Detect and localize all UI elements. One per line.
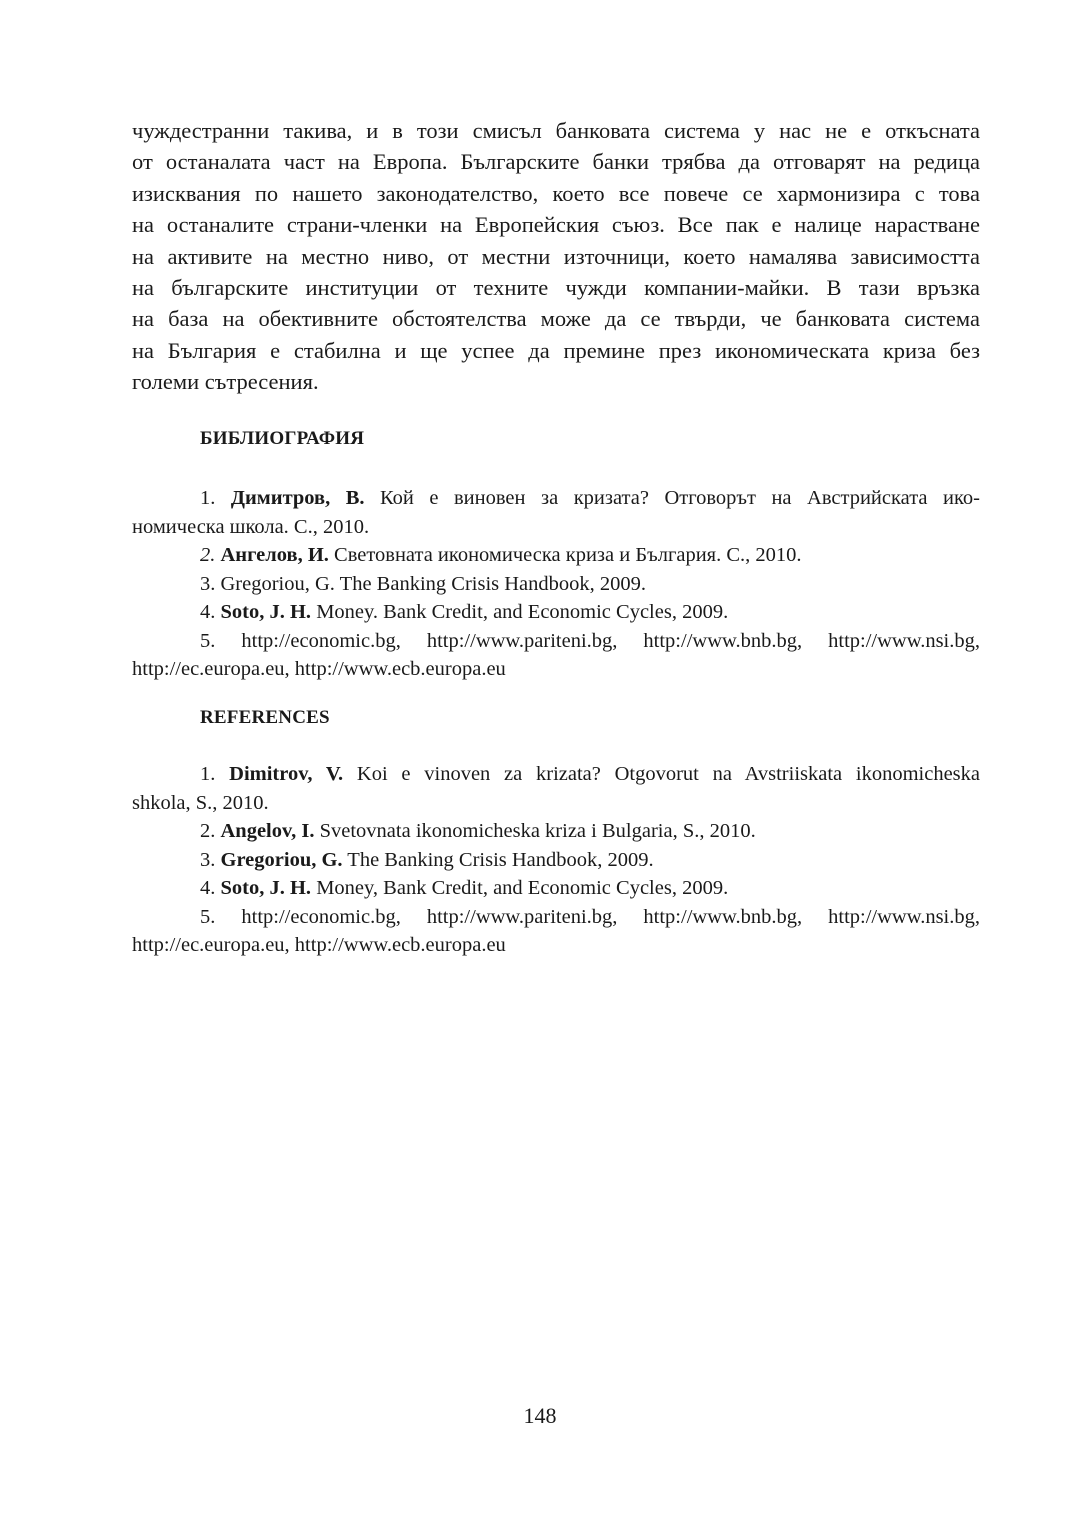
bibliography-entry-4 xyxy=(132,598,980,627)
references-heading: REFERENCES xyxy=(200,707,330,728)
entry-continuation: номическа школа. С., 2010. xyxy=(132,515,370,538)
bibliography-entry-5 xyxy=(132,627,980,684)
entry-number: 4. xyxy=(200,877,216,899)
entry-text: Кой е виновен за кризата? Отговорът на Австрийската ико- xyxy=(364,487,980,509)
entry-line xyxy=(132,598,980,627)
bibliography-entry-1 xyxy=(132,484,980,541)
entry-number: 5. xyxy=(200,905,216,928)
paragraph-line: големи сътресения. xyxy=(132,369,319,395)
entry-number: 5. xyxy=(200,629,216,652)
entry-text: Money, Bank Credit, and Economic Cycles, 2009. xyxy=(311,877,729,899)
entry-author: Ангелов, И. xyxy=(220,544,329,566)
entry-line xyxy=(132,760,980,789)
paragraph-line: чуждестранни такива, и в този смисъл банковата система у нас не е откъсната xyxy=(132,118,980,143)
entry-line xyxy=(132,903,980,932)
reference-entry-2 xyxy=(132,817,980,846)
bibliography-heading: БИБЛИОГРАФИЯ xyxy=(200,428,365,449)
paragraph-line: на българските институции от техните чужди компании-майки. В тази връзка xyxy=(132,275,980,301)
reference-entry-4 xyxy=(132,874,980,903)
entry-text: The Banking Crisis Handbook, 2009. xyxy=(342,848,654,871)
entry-author: Gregoriou, G. xyxy=(220,848,343,871)
entry-line xyxy=(132,817,980,846)
reference-entry-1 xyxy=(132,760,980,817)
entry-text: http://economic.bg, http://www.pariteni.bg, http://www.bnb.bg, http://www.nsi.bg, xyxy=(215,629,980,652)
entry-text: Световната икономическа криза и България. С., 2010. xyxy=(328,544,802,566)
entry-author: Angelov, I. xyxy=(220,820,315,842)
entry-number: 2. xyxy=(200,820,216,842)
entry-author: Soto, J. H. xyxy=(220,601,312,623)
entry-text: http://economic.bg, http://www.pariteni.bg, http://www.bnb.bg, http://www.nsi.bg, xyxy=(215,905,980,928)
entry-text: Koi e vinoven za krizata? Otgovorut na Avstriiskata ikonomicheska xyxy=(343,763,981,785)
reference-entry-5 xyxy=(132,903,980,960)
entry-continuation: http://ec.europa.eu, http://www.ecb.europa.eu xyxy=(132,658,506,680)
entry-author: Dimitrov, V. xyxy=(229,763,344,785)
entry-line xyxy=(132,627,980,656)
entry-number: 1. xyxy=(200,487,216,509)
bibliography-list xyxy=(132,484,980,684)
entry-line xyxy=(132,846,980,875)
entry-line xyxy=(132,570,980,599)
body-paragraph xyxy=(132,115,980,398)
bibliography-entry-2 xyxy=(132,541,980,570)
paragraph-line: на активите на местно ниво, от местни източници, което намалява зависимостта xyxy=(132,243,980,269)
entry-text: Gregoriou, G. The Banking Crisis Handbook, 2009. xyxy=(215,572,647,595)
entry-text: Money. Bank Credit, and Economic Cycles, 2009. xyxy=(311,601,729,623)
entry-line xyxy=(132,874,980,903)
entry-number: 3. xyxy=(200,572,216,595)
entry-author: Димитров, В. xyxy=(230,487,365,509)
entry-number: 4. xyxy=(200,601,216,623)
entry-number: 1. xyxy=(200,763,216,785)
entry-text: Svetovnata ikonomicheska kriza i Bulgaria, S., 2010. xyxy=(314,820,756,842)
entry-line xyxy=(132,484,980,513)
entry-continuation: http://ec.europa.eu, http://www.ecb.europa.eu xyxy=(132,934,506,956)
entry-number: 2. xyxy=(200,544,216,566)
paragraph-line: на останалите страни-членки на Европейския съюз. Все пак е налице нарастване xyxy=(132,212,980,238)
bibliography-entry-3 xyxy=(132,570,980,599)
paragraph-line: изисквания по нашето законодателство, което все повече се хармонизира с това xyxy=(132,180,980,206)
reference-entry-3 xyxy=(132,846,980,875)
entry-author: Soto, J. H. xyxy=(220,877,312,899)
entry-continuation: shkola, S., 2010. xyxy=(132,791,269,814)
entry-line xyxy=(132,541,980,570)
paragraph-line: от останалата част на Европа. Българските банки трябва да отговарят на редица xyxy=(132,149,980,175)
paragraph-line: на база на обективните обстоятелства може да се твърди, че банковата система xyxy=(132,306,980,332)
page-number: 148 xyxy=(523,1403,557,1428)
paragraph-line: на България е стабилна и ще успее да премине през икономическата криза без xyxy=(132,337,980,363)
references-list xyxy=(132,760,980,960)
entry-number: 3. xyxy=(200,848,216,871)
